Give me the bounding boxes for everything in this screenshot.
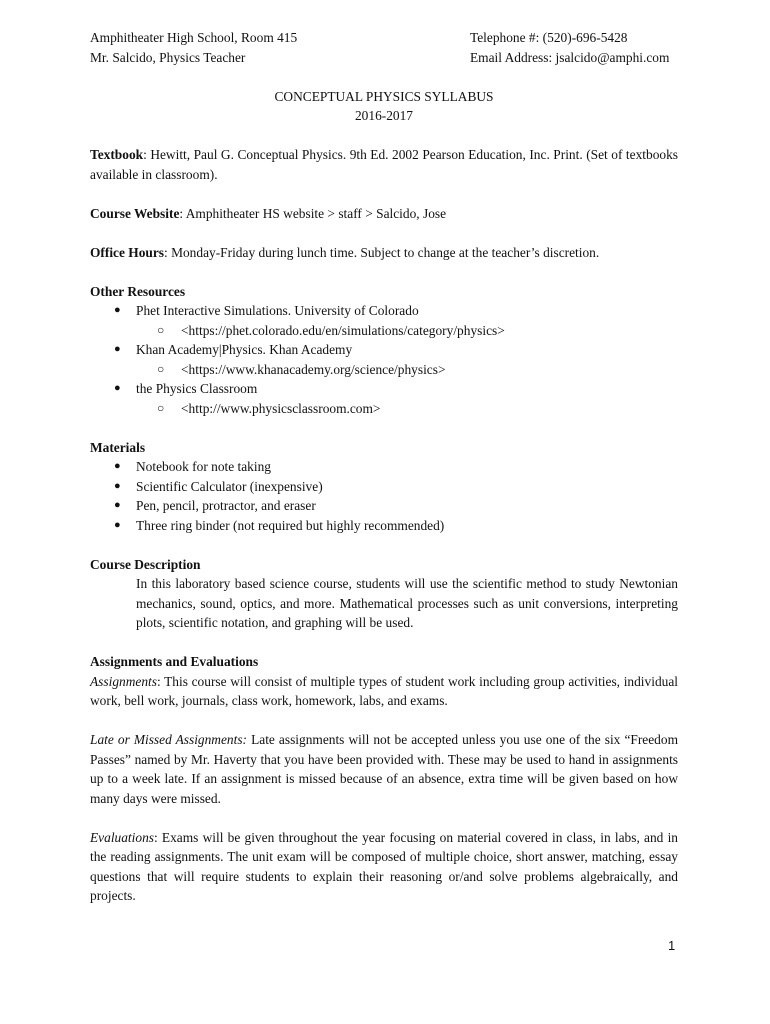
page-number: 1 (668, 938, 676, 953)
list-item (90, 516, 678, 536)
email-address: Email Address: jsalcido@amphi.com (470, 49, 670, 65)
assignments-heading: Assignments and Evaluations (90, 654, 259, 669)
textbook-paragraph (90, 145, 678, 184)
late-assignments-text: Late assignments will not be accepted unless you use one of the six “Freedom Passes” named by Mr. Haverty that you have been provided with. These may be used to hand in assignments up to a week late. If an assignment is missed because of an absence, extra time will be given based on how many days were missed. (90, 732, 678, 806)
bullet-icon: ● (114, 479, 121, 492)
evaluations-paragraph (90, 828, 678, 906)
office-hours-label: Office Hours (90, 244, 165, 260)
resource-url: <https://www.khanacademy.org/science/physics> (181, 361, 446, 377)
materials-heading: Materials (90, 439, 146, 455)
material-item: Notebook for note taking (136, 459, 271, 474)
late-assignments-paragraph (90, 730, 678, 808)
late-assignments-label: Late or Missed Assignments: (90, 732, 248, 747)
header-row-2 (90, 48, 678, 68)
bullet-icon: ● (114, 460, 121, 472)
resource-url: <http://www.physicsclassroom.com> (181, 400, 381, 416)
circle-bullet-icon: ○ (157, 400, 165, 415)
course-website-paragraph (90, 204, 678, 224)
list-item (90, 496, 678, 516)
list-item (90, 457, 678, 477)
assignments-label: Assignments (90, 673, 157, 689)
material-item: Three ring binder (not required but highly recommended) (136, 517, 445, 533)
list-item (90, 321, 678, 341)
telephone: Telephone #: (520)-696-5428 (470, 30, 628, 45)
textbook-label: Textbook (90, 147, 144, 162)
circle-bullet-icon: ○ (157, 361, 165, 376)
syllabus-title: CONCEPTUAL PHYSICS SYLLABUS (274, 88, 494, 104)
resource-name: the Physics Classroom (136, 381, 258, 396)
bullet-icon: ● (114, 518, 121, 531)
teacher-name: Mr. Salcido, Physics Teacher (90, 49, 246, 65)
evaluations-text: : Exams will be given throughout the year focusing on material covered in class, in labs, and in the reading assignments. The unit exam will be composed of multiple choice, short answer, matching, essay questions that will require students to explain their reasoning or/and solve problems algebraically, and projects. (90, 829, 678, 903)
assignments-text: : This course will consist of multiple types of student work including group activities, individual work, bell work, journals, class work, homework, labs, and exams. (90, 673, 678, 708)
course-website-text: : Amphitheater HS website > staff > Salcido, Jose (179, 205, 447, 221)
course-description-text: In this laboratory based science course, students will use the scientific method to study Newtonian mechanics, sound, optics, and more. Mathematical processes such as unit conversions, interpreting plots, scientific notation, and graphing will be used. (136, 576, 678, 630)
resource-name: Phet Interactive Simulations. University of Colorado (136, 303, 419, 318)
circle-bullet-icon: ○ (157, 322, 165, 337)
bullet-icon: ● (114, 382, 121, 394)
list-item (90, 379, 678, 399)
bullet-icon: ● (114, 343, 121, 355)
other-resources-heading: Other Resources (90, 283, 186, 299)
list-item (90, 301, 678, 321)
bullet-icon: ● (114, 304, 121, 316)
course-website-label: Course Website (90, 205, 180, 221)
school-room: Amphitheater High School, Room 415 (90, 30, 298, 45)
list-item (90, 360, 678, 380)
textbook-text: : Hewitt, Paul G. Conceptual Physics. 9th Ed. 2002 Pearson Education, Inc. Print. (Set of textbooks available in classroom). (90, 147, 678, 182)
evaluations-label: Evaluations (90, 829, 154, 845)
material-item: Pen, pencil, protractor, and eraser (136, 498, 316, 513)
course-description-heading: Course Description (90, 556, 201, 572)
office-hours-paragraph (90, 243, 678, 263)
school-year: 2016-2017 (354, 108, 414, 123)
list-item (90, 399, 678, 419)
resource-url: <https://phet.colorado.edu/en/simulations/category/physics> (181, 322, 505, 338)
bullet-icon: ● (114, 499, 121, 511)
list-item (90, 340, 678, 360)
assignments-paragraph (90, 672, 678, 711)
document-page (90, 28, 678, 906)
material-item: Scientific Calculator (inexpensive) (136, 478, 323, 494)
list-item (90, 477, 678, 497)
header-row-1 (90, 28, 678, 48)
resource-name: Khan Academy|Physics. Khan Academy (136, 342, 353, 357)
office-hours-text: : Monday-Friday during lunch time. Subject to change at the teacher’s discretion. (164, 244, 600, 260)
